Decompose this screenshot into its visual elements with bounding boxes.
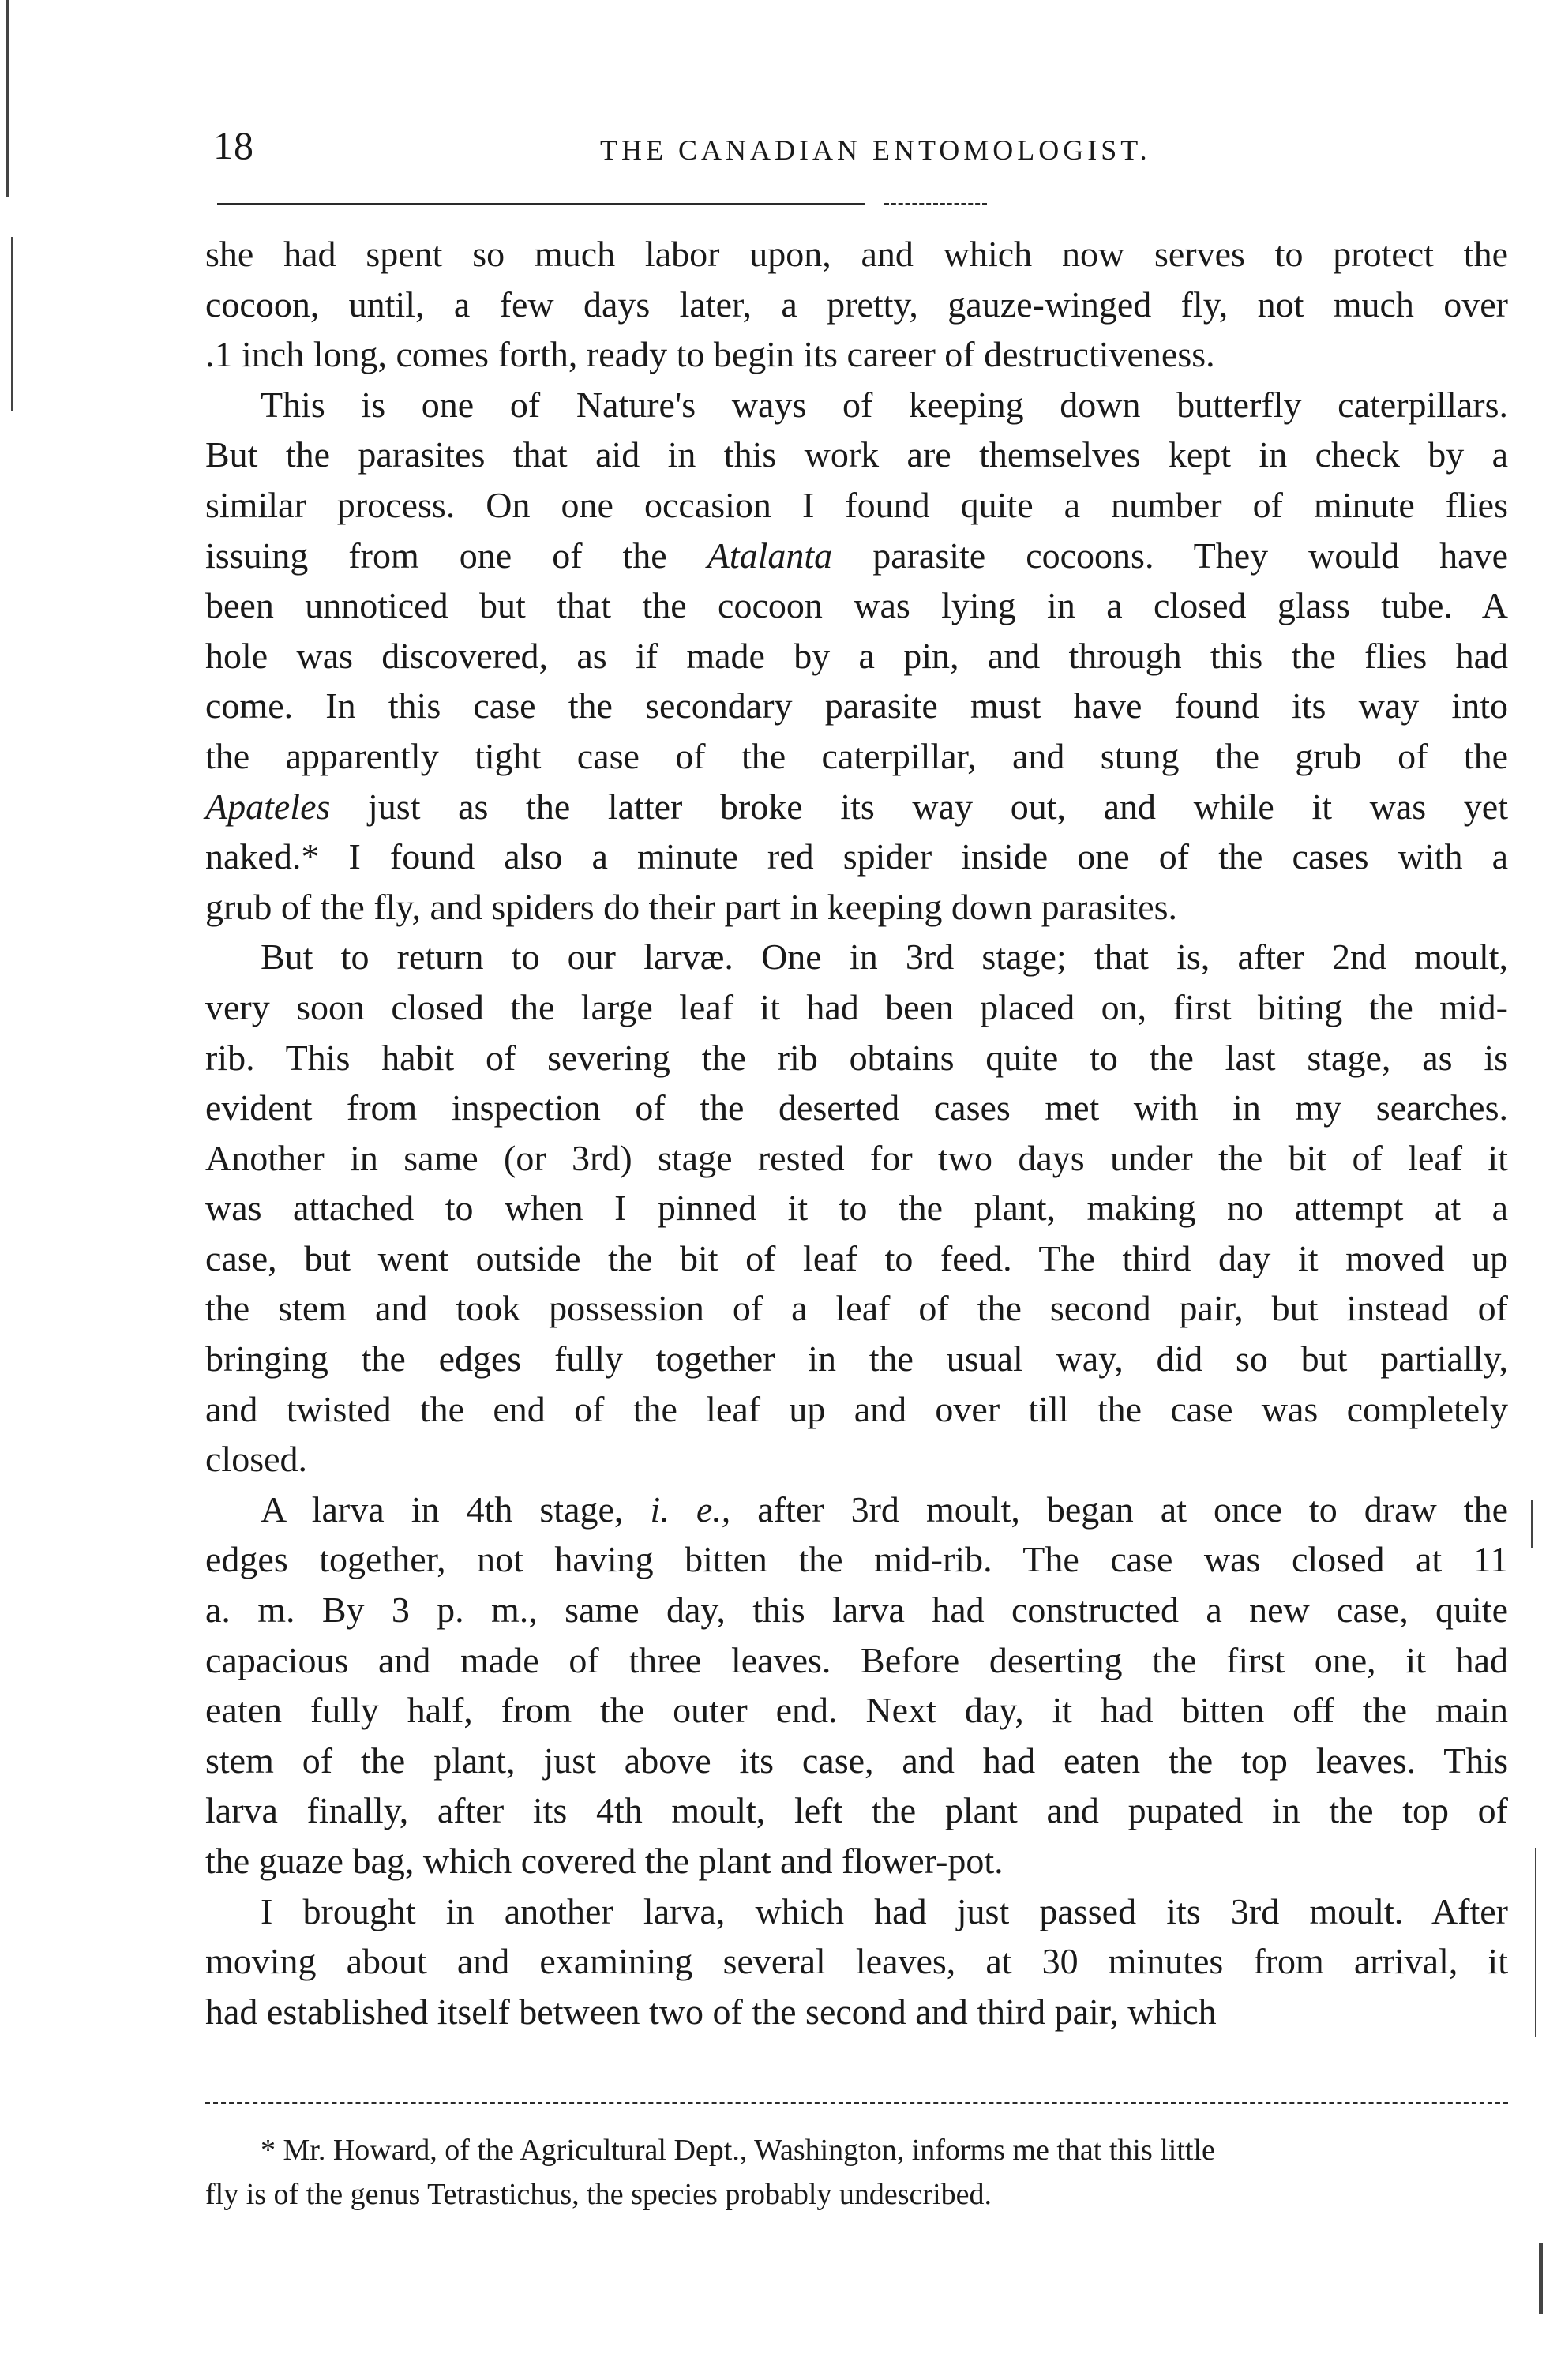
- text-line: bringing the edges fully together in the usual way, did so but partially,: [205, 1338, 1508, 1380]
- scan-edge-mark: [11, 237, 13, 411]
- text-line: had established itself between two of the second and third pair, which: [205, 1991, 1217, 2032]
- text-line: But to return to our larvæ. One in 3rd stage; that is, after 2nd moult,: [261, 937, 1508, 978]
- paragraph: [205, 1485, 1508, 1886]
- text-line: a. m. By 3 p. m., same day, this larva had constructed a new case, quite: [205, 1590, 1508, 1631]
- text-line: capacious and made of three leaves. Before deserting the first one, it had: [205, 1639, 1508, 1680]
- scan-edge-mark: [1539, 2243, 1543, 2314]
- header-rule-dashed: [884, 203, 987, 205]
- text-line: eaten fully half, from the outer end. Next day, it had bitten off the main: [205, 1690, 1508, 1731]
- text-line: stem of the plant, just above its case, and had eaten the top leaves. This: [205, 1740, 1508, 1781]
- scan-edge-mark: [1531, 1500, 1533, 1548]
- text-line: This is one of Nature's ways of keeping down butterfly caterpillars.: [261, 384, 1508, 425]
- header-rule: [217, 203, 865, 205]
- text-line: Another in same (or 3rd) stage rested for two days under the bit of leaf it: [205, 1137, 1508, 1178]
- text-line: moving about and examining several leaves, at 30 minutes from arrival, it: [205, 1941, 1508, 1982]
- text-line: .1 inch long, comes forth, ready to begin its career of destructiveness.: [205, 334, 1215, 375]
- text-line: I brought in another larva, which had just passed its 3rd moult. After: [261, 1890, 1508, 1931]
- text-line: cocoon, until, a few days later, a pretty, gauze-winged fly, not much over: [205, 283, 1508, 325]
- text-line: A larva in 4th stage, i. e., after 3rd moult, began at once to draw the: [261, 1488, 1508, 1530]
- body-text: [205, 229, 1508, 2037]
- text-line: edges together, not having bitten the mid-rib. The case was closed at 11: [205, 1539, 1508, 1580]
- text-line: naked.* I found also a minute red spider inside one of the cases with a: [205, 836, 1508, 877]
- text-line: come. In this case the secondary parasite must have found its way into: [205, 685, 1508, 726]
- text-line: case, but went outside the bit of leaf to feed. The third day it moved up: [205, 1237, 1508, 1278]
- paragraph: [205, 380, 1508, 933]
- text-line: evident from inspection of the deserted cases met with in my searches.: [205, 1087, 1508, 1128]
- text-line: the stem and took possession of a leaf of the second pair, but instead of: [205, 1288, 1508, 1329]
- text-line: been unnoticed but that the cocoon was lying in a closed glass tube. A: [205, 585, 1508, 626]
- footnote-line: * Mr. Howard, of the Agricultural Dept., Washington, informs me that this little: [261, 2134, 1215, 2167]
- text-line: very soon closed the large leaf it had been placed on, first biting the mid-: [205, 986, 1508, 1027]
- footnote-rule: [205, 2102, 1508, 2104]
- page-number: 18: [213, 123, 254, 167]
- text-line: similar process. On one occasion I found quite a number of minute flies: [205, 484, 1508, 525]
- running-head: THE CANADIAN ENTOMOLOGIST.: [600, 134, 1151, 166]
- text-line: the apparently tight case of the caterpillar, and stung the grub of the: [205, 735, 1508, 776]
- paragraph: [205, 932, 1508, 1485]
- text-line: the guaze bag, which covered the plant and flower-pot.: [205, 1841, 1004, 1881]
- text-line: But the parasites that aid in this work are themselves kept in check by a: [205, 434, 1508, 475]
- text-line: hole was discovered, as if made by a pin, and through this the flies had: [205, 635, 1508, 676]
- text-line: larva finally, after its 4th moult, left the plant and pupated in the top of: [205, 1790, 1508, 1831]
- page-header: [213, 122, 1508, 178]
- footnote: [205, 2128, 1508, 2217]
- scan-edge-mark: [6, 0, 9, 197]
- paragraph: [205, 229, 1508, 380]
- text-line: she had spent so much labor upon, and which now serves to protect the: [205, 234, 1508, 274]
- text-line: closed.: [205, 1439, 308, 1480]
- text-line: and twisted the end of the leaf up and over till the case was completely: [205, 1388, 1508, 1429]
- text-line: Apateles just as the latter broke its way out, and while it was yet: [205, 786, 1508, 827]
- text-line: was attached to when I pinned it to the plant, making no attempt at a: [205, 1188, 1508, 1229]
- footnote-line: fly is of the genus Tetrastichus, the species probably undescribed.: [205, 2178, 992, 2211]
- text-line: rib. This habit of severing the rib obtains quite to the last stage, as is: [205, 1037, 1508, 1078]
- text-line: grub of the fly, and spiders do their part in keeping down parasites.: [205, 886, 1178, 927]
- scan-edge-mark: [1535, 1848, 1536, 2037]
- paragraph: [205, 1886, 1508, 2037]
- text-line: issuing from one of the Atalanta parasite cocoons. They would have: [205, 535, 1508, 576]
